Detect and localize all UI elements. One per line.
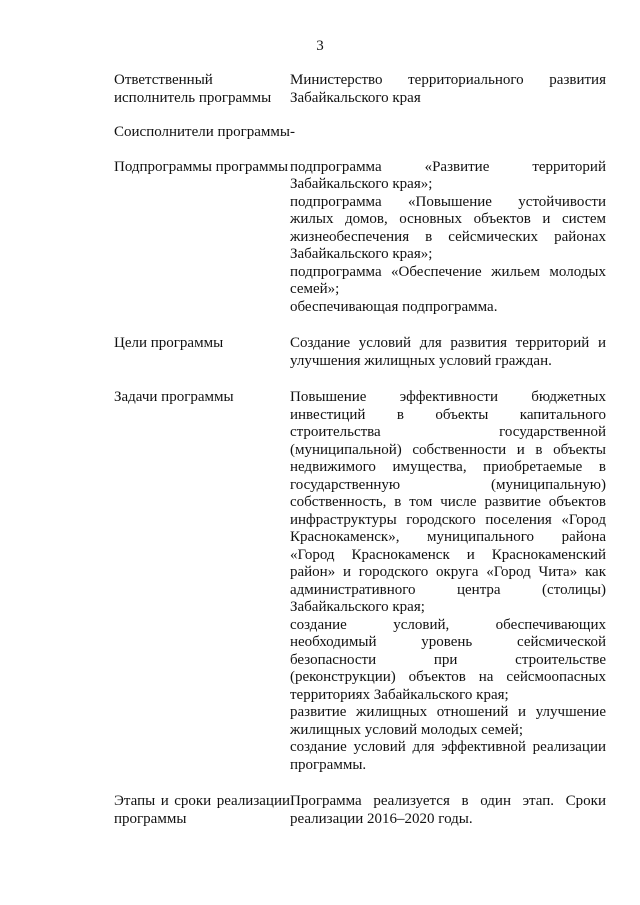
row-value xyxy=(290,389,606,774)
task-item: создание условий, обеспечивающих необходимый уровень сейсмической безопасности при строительстве (реконструкции) объектов на сейсмоопасных территориях Забайкальского края; xyxy=(290,616,606,703)
subprogram-item: подпрограмма «Повышение устойчивости жилых домов, основных объектов и систем жизнеобеспечения в сейсмических районах Забайкальского края»; xyxy=(290,193,606,262)
row-label: Соисполнители программы xyxy=(114,124,290,140)
task-item: Повышение эффективности бюджетных инвестиций в объекты капитального строительства государственной (муниципальной) собственности и в объекты недвижимого имущества, приобретаемые в государственную (муниципальную) собственность, в том числе развитие объектов инфраструктуры городского поселения «Город Краснокаменск», муниципального района «Город Краснокаменск и Краснокаменский район» и городского округа «Город Чита» как административного центра (столицы) Забайкальского края; xyxy=(290,389,606,615)
row-stages-and-terms xyxy=(114,793,606,828)
row-value: - xyxy=(290,124,295,140)
subprogram-item: подпрограмма «Развитие территорий Забайкальского края»; xyxy=(290,158,606,192)
row-goals xyxy=(114,335,606,370)
row-coexecutors xyxy=(114,124,606,142)
row-label: Этапы и сроки реализации программы xyxy=(114,793,290,827)
task-item: развитие жилищных отношений и улучшение жилищных условий молодых семей; xyxy=(290,704,606,738)
row-label: Задачи программы xyxy=(114,389,234,405)
row-value xyxy=(290,159,606,317)
row-label: Ответственный исполнитель программы xyxy=(114,72,272,106)
row-value: Министерство территориального развития Забайкальского края xyxy=(290,72,606,106)
row-subprograms xyxy=(114,159,606,317)
row-label: Подпрограммы программы xyxy=(114,158,289,175)
row-responsible-executor xyxy=(114,72,606,107)
page-number: 3 xyxy=(316,38,324,54)
row-label: Цели программы xyxy=(114,335,224,351)
subprogram-item: подпрограмма «Обеспечение жильем молодых семей»; xyxy=(290,263,606,297)
passport-table xyxy=(114,72,606,828)
subprogram-item: обеспечивающая подпрограмма. xyxy=(290,298,498,315)
row-tasks xyxy=(114,389,606,774)
row-value: Программа реализуется в один этап. Сроки реализации 2016–2020 годы. xyxy=(290,793,606,827)
row-value: Создание условий для развития территорий и улучшения жилищных условий граждан. xyxy=(290,335,606,369)
task-item: создание условий для эффективной реализации программы. xyxy=(290,739,606,773)
